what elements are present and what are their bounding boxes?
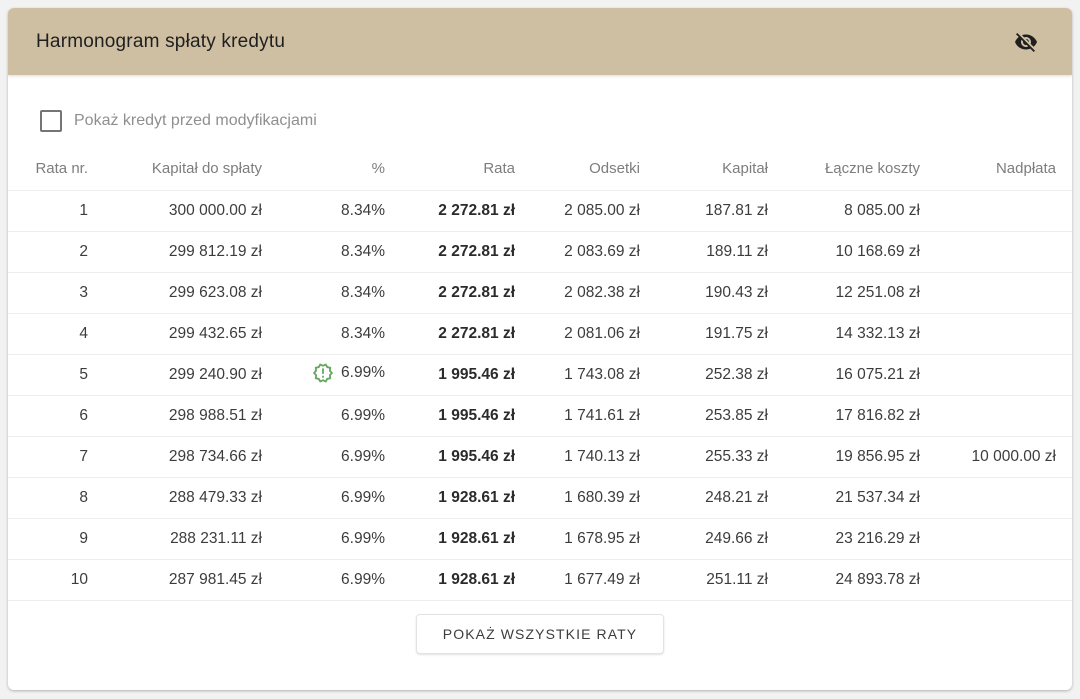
cell-kapital-do-splaty: 299 432.65 zł [104,314,278,355]
header-nadplata: Nadpłata [936,146,1072,191]
repayment-schedule-table [8,146,1072,601]
cell-nr: 9 [8,519,104,560]
cell-nr: 5 [8,355,104,396]
cell-kapital-do-splaty: 298 734.66 zł [104,437,278,478]
cell-nadplata [936,191,1072,232]
cell-oprocentowanie: 6.99% [278,437,401,478]
cell-kapital-do-splaty: 298 988.51 zł [104,396,278,437]
cell-rata: 1 928.61 zł [401,478,531,519]
cell-nadplata [936,232,1072,273]
show-original-loan-toggle[interactable] [40,109,1072,133]
cell-oprocentowanie: 6.99% [278,478,401,519]
cell-laczne-koszty: 14 332.13 zł [784,314,936,355]
cell-oprocentowanie: 6.99% [278,396,401,437]
cell-nr: 10 [8,560,104,601]
cell-odsetki: 2 085.00 zł [531,191,656,232]
cell-kapital: 251.11 zł [656,560,784,601]
cell-kapital: 249.66 zł [656,519,784,560]
cell-laczne-koszty: 16 075.21 zł [784,355,936,396]
cell-laczne-koszty: 17 816.82 zł [784,396,936,437]
cell-odsetki: 2 081.06 zł [531,314,656,355]
cell-odsetki: 1 680.39 zł [531,478,656,519]
cell-oprocentowanie: 6.99% [278,519,401,560]
cell-kapital-do-splaty: 299 240.90 zł [104,355,278,396]
cell-nadplata: 10 000.00 zł [936,437,1072,478]
header-kapital-do-splaty: Kapitał do spłaty [104,146,278,191]
card-header [8,8,1072,75]
table-row [8,232,1072,273]
table-body [8,191,1072,601]
cell-odsetki: 2 082.38 zł [531,273,656,314]
checkbox-label: Pokaż kredyt przed modyfikacjami [74,112,317,129]
cell-odsetki: 1 740.13 zł [531,437,656,478]
header-oprocentowanie: % [278,146,401,191]
cell-kapital: 252.38 zł [656,355,784,396]
header-odsetki: Odsetki [531,146,656,191]
cell-laczne-koszty: 23 216.29 zł [784,519,936,560]
checkbox[interactable] [40,110,62,132]
cell-nadplata [936,355,1072,396]
cell-rata: 2 272.81 zł [401,191,531,232]
cell-nadplata [936,314,1072,355]
cell-odsetki: 1 677.49 zł [531,560,656,601]
table-row [8,273,1072,314]
cell-rata: 1 928.61 zł [401,519,531,560]
cell-rata: 2 272.81 zł [401,314,531,355]
cell-nadplata [936,519,1072,560]
table-row [8,314,1072,355]
table-footer [8,601,1072,667]
cell-nadplata [936,396,1072,437]
cell-laczne-koszty: 8 085.00 zł [784,191,936,232]
table-row [8,519,1072,560]
cell-oprocentowanie: 8.34% [278,314,401,355]
cell-laczne-koszty: 12 251.08 zł [784,273,936,314]
cell-rata: 2 272.81 zł [401,273,531,314]
table-header-row [8,146,1072,191]
cell-nr: 8 [8,478,104,519]
cell-oprocentowanie: 6.99% [278,560,401,601]
cell-nr: 3 [8,273,104,314]
table-row [8,396,1072,437]
cell-odsetki: 1 741.61 zł [531,396,656,437]
header-rata: Rata [401,146,531,191]
cell-oprocentowanie [278,355,401,396]
header-kapital: Kapitał [656,146,784,191]
cell-rata: 1 928.61 zł [401,560,531,601]
cell-nr: 7 [8,437,104,478]
cell-kapital: 253.85 zł [656,396,784,437]
rate-value: 6.99% [341,363,385,381]
loan-schedule-card [8,8,1072,690]
cell-kapital-do-splaty: 288 479.33 zł [104,478,278,519]
cell-kapital-do-splaty: 299 812.19 zł [104,232,278,273]
cell-rata: 1 995.46 zł [401,355,531,396]
cell-nadplata [936,478,1072,519]
table-row [8,437,1072,478]
cell-rata: 1 995.46 zł [401,437,531,478]
cell-laczne-koszty: 19 856.95 zł [784,437,936,478]
cell-laczne-koszty: 10 168.69 zł [784,232,936,273]
cell-nr: 2 [8,232,104,273]
header-laczne-koszty: Łączne koszty [784,146,936,191]
cell-odsetki: 1 678.95 zł [531,519,656,560]
cell-oprocentowanie: 8.34% [278,191,401,232]
cell-nadplata [936,273,1072,314]
cell-kapital-do-splaty: 299 623.08 zł [104,273,278,314]
table-row [8,478,1072,519]
cell-rata: 1 995.46 zł [401,396,531,437]
cell-nr: 6 [8,396,104,437]
cell-kapital: 189.11 zł [656,232,784,273]
rate-change-badge-icon [312,362,334,384]
cell-laczne-koszty: 21 537.34 zł [784,478,936,519]
page-title: Harmonogram spłaty kredytu [36,30,286,52]
table-row [8,560,1072,601]
cell-rata: 2 272.81 zł [401,232,531,273]
header-rata-nr: Rata nr. [8,146,104,191]
cell-kapital: 255.33 zł [656,437,784,478]
cell-oprocentowanie: 8.34% [278,232,401,273]
cell-kapital: 248.21 zł [656,478,784,519]
cell-kapital-do-splaty: 300 000.00 zł [104,191,278,232]
cell-kapital-do-splaty: 288 231.11 zł [104,519,278,560]
cell-kapital-do-splaty: 287 981.45 zł [104,560,278,601]
cell-kapital: 190.43 zł [656,273,784,314]
show-all-installments-button[interactable]: POKAŻ WSZYSTKIE RATY [416,614,664,654]
table-row [8,355,1072,396]
cell-laczne-koszty: 24 893.78 zł [784,560,936,601]
cell-odsetki: 2 083.69 zł [531,232,656,273]
cell-odsetki: 1 743.08 zł [531,355,656,396]
eye-off-icon [1014,30,1038,54]
cell-oprocentowanie: 8.34% [278,273,401,314]
cell-nr: 4 [8,314,104,355]
hide-schedule-button[interactable] [1010,26,1042,58]
card-body [8,109,1072,667]
cell-kapital: 191.75 zł [656,314,784,355]
cell-kapital: 187.81 zł [656,191,784,232]
table-row [8,191,1072,232]
cell-nr: 1 [8,191,104,232]
cell-nadplata [936,560,1072,601]
